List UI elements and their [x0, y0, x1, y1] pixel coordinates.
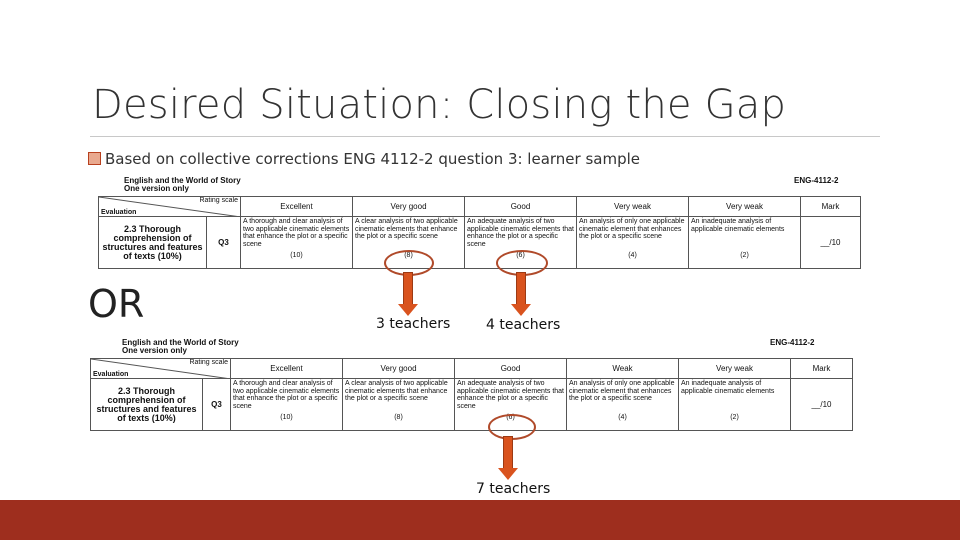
level-score: (8): [394, 414, 403, 421]
column-header: Very good: [353, 197, 465, 217]
level-score: (6): [516, 252, 525, 259]
level-cell: [679, 379, 791, 431]
rubric-header-title: English and the World of Story: [124, 176, 241, 185]
down-arrow-icon: [511, 272, 531, 316]
rubric-code: ENG-4112-2: [770, 338, 815, 347]
rubric-header-version: One version only: [122, 346, 187, 355]
teacher-count: 7 teachers: [476, 481, 551, 497]
bullet-text: Based on collective corrections ENG 4112-2 question 3: learner sample: [105, 150, 641, 168]
scale-corner: [91, 359, 231, 379]
column-header: Very weak: [577, 197, 689, 217]
level-score: (8): [404, 252, 413, 259]
or-label: OR: [88, 282, 145, 326]
criterion-cell: 2.3 Thorough comprehension of structures and features of texts (10%): [99, 217, 207, 269]
level-description: An inadequate analysis of applicable cinematic elements: [681, 380, 775, 395]
column-header: Very good: [343, 359, 455, 379]
teacher-count: 3 teachers: [376, 316, 451, 332]
column-header: Weak: [567, 359, 679, 379]
level-score: (6): [506, 414, 515, 421]
rubric-bottom: [90, 338, 852, 434]
rubric-code: ENG-4112-2: [794, 176, 839, 185]
footer-accent-bar: [0, 500, 960, 540]
level-description: A clear analysis of two applicable cinematic elements that enhance the plot or a specific scene: [345, 380, 448, 402]
rating-scale-label: Rating scale: [199, 197, 238, 204]
level-score: (2): [730, 414, 739, 421]
column-header: Very weak: [689, 197, 801, 217]
level-description: An analysis of only one applicable cinematic element that enhances the plot or a specific scene: [569, 380, 675, 402]
column-header: Excellent: [241, 197, 353, 217]
level-cell: [689, 217, 801, 269]
checkbox-bullet-icon: [88, 152, 101, 165]
column-header: Good: [465, 197, 577, 217]
down-arrow-icon: [398, 272, 418, 316]
mark-cell: __/10: [791, 379, 853, 431]
bullet-item: [88, 150, 640, 168]
criterion-cell: 2.3 Thorough comprehension of structures and features of texts (10%): [91, 379, 203, 431]
slide-title: Desired Situation: Closing the Gap: [92, 82, 787, 128]
down-arrow-icon: [498, 436, 518, 480]
title-divider: [90, 136, 880, 137]
level-cell: [577, 217, 689, 269]
level-description: A clear analysis of two applicable cinematic elements that enhance the plot or a specific scene: [355, 218, 458, 240]
rating-scale-label: Rating scale: [189, 359, 228, 366]
column-header: Good: [455, 359, 567, 379]
rubric-header-title: English and the World of Story: [122, 338, 239, 347]
level-description: An adequate analysis of two applicable cinematic elements that enhance the plot or a specific scene: [467, 218, 575, 248]
question-cell: Q3: [203, 379, 231, 431]
rubric-table: [90, 358, 853, 431]
question-cell: Q3: [207, 217, 241, 269]
rubric-header-version: One version only: [124, 184, 189, 193]
level-cell: [567, 379, 679, 431]
level-score: (4): [618, 414, 627, 421]
evaluation-label: Evaluation: [101, 208, 137, 216]
level-score: (4): [628, 252, 637, 259]
rubric-table: [98, 196, 861, 269]
column-header: Excellent: [231, 359, 343, 379]
level-description: A thorough and clear analysis of two applicable cinematic elements that enhance the plot or a specific scene: [243, 218, 350, 248]
level-cell: [343, 379, 455, 431]
teacher-count: 4 teachers: [486, 317, 561, 333]
scale-corner: [99, 197, 241, 217]
mark-cell: __/10: [801, 217, 861, 269]
level-score: (2): [740, 252, 749, 259]
level-description: A thorough and clear analysis of two applicable cinematic elements that enhance the plot or a specific scene: [233, 380, 340, 410]
column-header: Mark: [791, 359, 853, 379]
level-description: An adequate analysis of two applicable cinematic elements that enhance the plot or a specific scene: [457, 380, 565, 410]
level-description: An inadequate analysis of applicable cinematic elements: [691, 218, 785, 233]
level-description: An analysis of only one applicable cinematic element that enhances the plot or a specific scene: [579, 218, 685, 240]
evaluation-label: Evaluation: [93, 370, 129, 378]
rubric-top: [98, 176, 860, 270]
level-score: (10): [280, 414, 293, 421]
column-header: Mark: [801, 197, 861, 217]
column-header: Very weak: [679, 359, 791, 379]
level-cell: [241, 217, 353, 269]
level-cell: [231, 379, 343, 431]
level-score: (10): [290, 252, 303, 259]
